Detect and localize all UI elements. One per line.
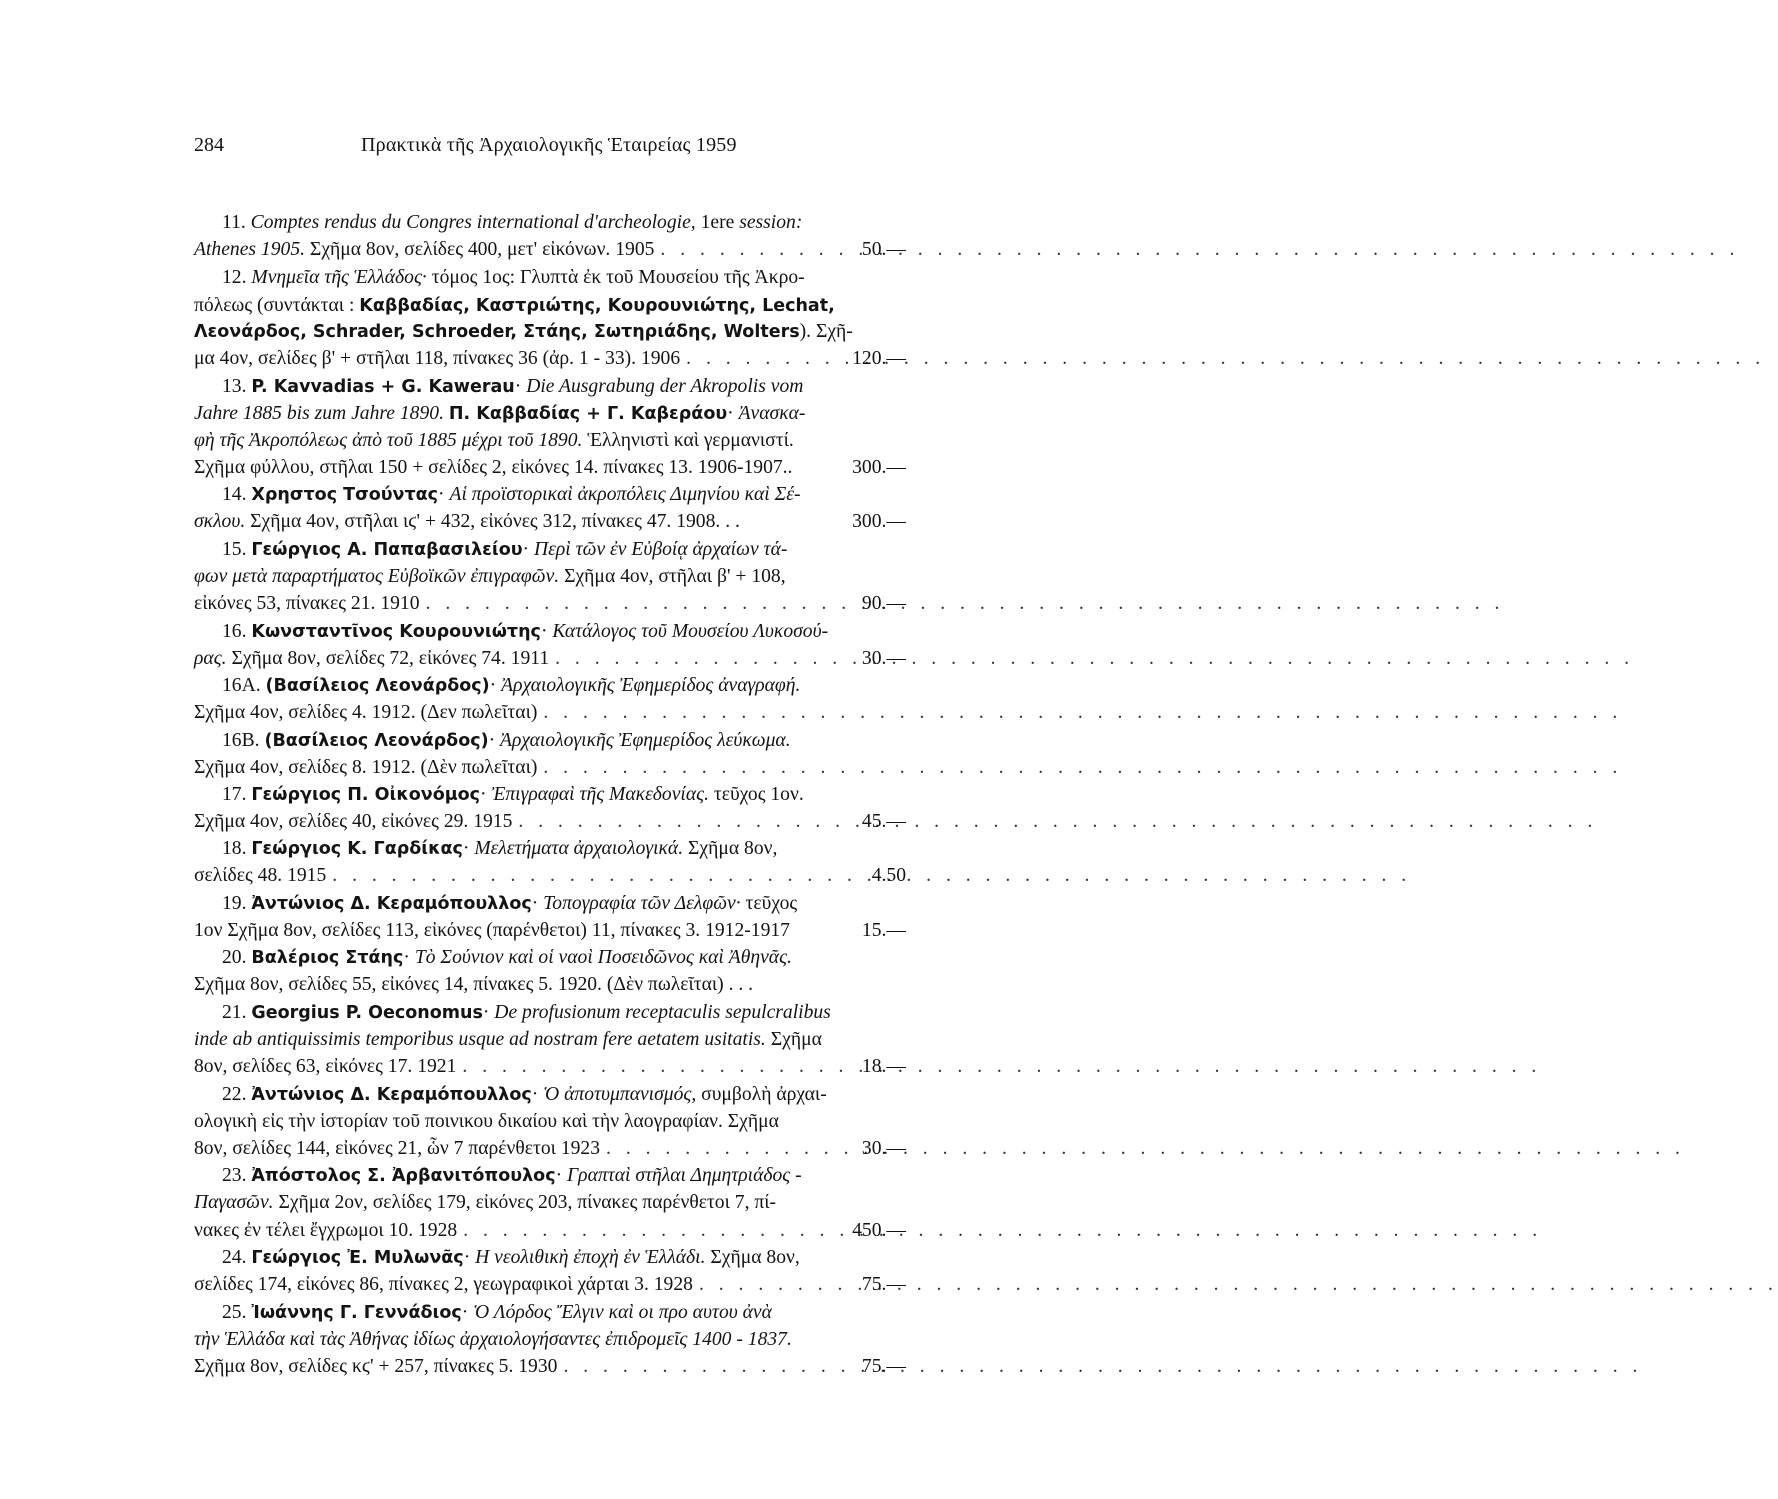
line-segment: ·: [489, 675, 502, 696]
title-text: Παγασῶν.: [194, 1192, 274, 1213]
line-segment: 24.: [222, 1247, 252, 1268]
list-line: [194, 1189, 846, 1216]
line-segment: Σχῆμα 8ον, σελίδες 55, εἰκόνες 14, πίνακες 5. 1920. (Δὲν πωλεῖται) . . .: [194, 974, 754, 995]
dot-leader: [549, 645, 1634, 672]
author-name: Γεώργιος Κ. Γαρδίκας: [251, 839, 463, 859]
price: 90.—: [861, 593, 906, 614]
line-segment: Σχῆμα: [765, 1029, 822, 1050]
list-line: [194, 862, 846, 889]
price: 300.—: [852, 511, 906, 532]
line-segment: τεῦχος: [740, 893, 798, 914]
author-name: Ἀντώνιος Δ. Κεραμόπουλλος: [251, 1085, 532, 1105]
title-text: Μελετήματα ἀρχαιολογικά.: [474, 838, 684, 859]
list-line: [194, 835, 846, 862]
title-text: inde ab antiquissimis temporibus usque ad nostram fere aetatem usitatis.: [194, 1029, 766, 1050]
line-text: [194, 590, 420, 617]
price: 30.—: [861, 1138, 906, 1159]
line-segment: Σχῆμα 8ον, σελίδες 400, μετ' εἰκόνων. 1905: [305, 239, 655, 260]
line-segment: Σχῆμα 4ον, στῆλαι β' + 108,: [559, 566, 786, 587]
list-line: [194, 917, 846, 944]
price: 4.50: [871, 865, 906, 886]
author-name: Ἰωάννης Γ. Γεννάδιος: [251, 1303, 462, 1323]
list-line: [194, 292, 846, 319]
title-text: Ἐπιγραφαὶ τῆς Μακεδονίας.: [491, 784, 709, 805]
author-name: Γεώργιος Ἐ. Μυλωνᾶς: [251, 1248, 464, 1268]
list-line: [194, 1271, 846, 1298]
price: 75.—: [861, 1356, 906, 1377]
line-segment: 25.: [222, 1302, 252, 1323]
title-text: Γραπταὶ στῆλαι Δημητριάδος -: [567, 1165, 802, 1186]
list-line: [194, 754, 846, 781]
title-text: Athenes 1905.: [194, 239, 306, 260]
title-text: Περὶ τῶν ἐν Εὐβοίᾳ ἀρχαίων τά-: [533, 539, 788, 560]
line-segment: 11.: [222, 212, 251, 233]
price: 120.—: [852, 348, 906, 369]
dot-leader: [420, 590, 1505, 617]
line-segment: ·: [463, 1247, 476, 1268]
title-text: φων μετὰ παραρτήματος Εὐβοϊκῶν ἐπιγραφῶν.: [194, 566, 560, 587]
title-text: De profusionum receptaculis sepulcralibus: [494, 1002, 831, 1023]
list-line: [194, 1353, 846, 1380]
title-text: ρας.: [194, 648, 227, 669]
line-segment: 14.: [222, 484, 252, 505]
dot-leader: [457, 1217, 1542, 1244]
line-segment: πόλεως (συντάκται :: [194, 295, 360, 316]
line-segment: ολογικὴ εἰς τὴν ἱστορίαν τοῦ ποινικου δικαίου καὶ τὴν λαογραφίαν. Σχῆμα: [194, 1111, 779, 1132]
list-line: [194, 645, 846, 672]
dot-leader: [600, 1135, 1685, 1162]
line-segment: ·: [488, 730, 501, 751]
title-text: Ὁ ἀποτυμπανισμός,: [543, 1084, 697, 1105]
line-text: [194, 699, 537, 726]
line-segment: ·: [438, 484, 450, 505]
list-line: [194, 971, 846, 998]
line-segment: ·: [531, 1084, 544, 1105]
list-line: [194, 563, 846, 590]
list-line: [194, 590, 846, 617]
title-text: Comptes rendus du Congres international d'archeologie,: [250, 212, 701, 233]
line-segment: ·: [480, 784, 492, 805]
line-segment: Σχῆμα 8ον, σελίδες 72, εἰκόνες 74. 1911: [226, 648, 550, 669]
author-name: Κωνσταντῖνος Κουρουνιώτης: [251, 622, 541, 642]
title-text: Ἀρχαιολογικῆς Ἐφημερίδος λεύκωμα.: [500, 730, 791, 751]
line-segment: Ἑλληνιστὶ καὶ γερμανιστί.: [582, 430, 794, 451]
title-text: Μνημεῖα τῆς Ἑλλάδος·: [251, 267, 427, 288]
line-text: [194, 754, 537, 781]
line-segment: Σχῆμα φύλλου, στῆλαι 150 + σελίδες 2, εἰκόνες 14. πίνακες 13. 1906-1907..: [194, 457, 793, 478]
list-line: [194, 264, 846, 291]
price: 45.—: [861, 811, 906, 832]
list-line: [194, 781, 846, 808]
line-segment: συμβολὴ ἀρχαι-: [696, 1084, 827, 1105]
line-segment: Σχῆμα 2ον, σελίδες 179, εἰκόνες 203, πίνακες παρένθετοι 7, πί-: [273, 1192, 777, 1213]
line-segment: ·: [403, 947, 415, 968]
line-segment: 22.: [222, 1084, 252, 1105]
line-text: [194, 1353, 557, 1380]
line-text: [194, 345, 680, 372]
line-segment: 19.: [222, 893, 252, 914]
title-text: Κατάλογος τοῦ Μουσείου Λυκοσού-: [552, 621, 829, 642]
author-name: (Βασίλειος Λεονάρδος): [264, 731, 489, 751]
line-segment: 13.: [222, 376, 252, 397]
list-line: [194, 890, 846, 917]
line-segment: ·: [514, 376, 527, 397]
line-segment: ·: [462, 838, 475, 859]
list-line: [194, 944, 846, 971]
line-segment: ·: [461, 1302, 474, 1323]
line-segment: 16Α.: [222, 675, 266, 696]
title-text: Ἀρχαιολογικῆς Ἐφημερίδος ἀναγραφή.: [501, 675, 801, 696]
line-text: [194, 1217, 457, 1244]
line-segment: 17.: [222, 784, 252, 805]
list-line: [194, 400, 846, 427]
title-text: Die Ausgrabung der Akropolis vom: [526, 376, 804, 397]
line-segment: σελίδες 48. 1915: [194, 865, 327, 886]
list-line: [194, 508, 846, 535]
title-text: Τὸ Σούνιον καὶ οἱ ναοὶ Ποσειδῶνος καὶ Ἀθηνᾶς.: [414, 947, 792, 968]
list-line: [194, 1053, 846, 1080]
line-segment: ·: [727, 403, 739, 424]
line-segment: ·: [540, 621, 553, 642]
list-line: [194, 427, 846, 454]
list-line: [194, 808, 846, 835]
author-name: Georgius P. Oeconomus: [251, 1003, 483, 1023]
author-name: (Βασίλειος Λεονάρδος): [265, 676, 490, 696]
author-name: Λεονάρδος, Schrader, Schroeder, Στάης, Σωτηριάδης, Wolters: [194, 322, 800, 342]
author-name: Βαλέριος Στάης: [251, 948, 404, 968]
title-text: Ὁ Λόρδος Ἔλγιν καὶ οι προ αυτου ἀνὰ: [473, 1302, 772, 1323]
line-segment: Σχῆμα 8ον,: [683, 838, 778, 859]
list-line: [194, 1162, 846, 1189]
line-segment: 8ον, σελίδες 144, εἰκόνες 21, ὧν 7 παρένθετοι 1923: [194, 1138, 601, 1159]
line-segment: μα 4ον, σελίδες β' + στῆλαι 118, πίνακες 36 (ἀρ. 1 - 33). 1906: [194, 348, 681, 369]
line-text: [194, 645, 549, 672]
line-segment: 15.: [222, 539, 252, 560]
line-segment: 16.: [222, 621, 252, 642]
line-segment: Σχῆμα 4ον, σελίδες 8. 1912. (Δὲν πωλεῖται): [194, 757, 538, 778]
title-text: session:: [739, 212, 803, 233]
line-text: [194, 1053, 456, 1080]
line-segment: τόμος 1ος: Γλυπτὰ ἐκ τοῦ Μουσείου τῆς Ἀκρο-: [426, 267, 805, 288]
list-line: [194, 672, 846, 699]
line-segment: Σχῆμα 4ον, σελίδες 4. 1912. (Δεν πωλεῖται): [194, 702, 538, 723]
title-text: σκλου.: [194, 511, 246, 532]
title-text: Jahre 1885 bis zum Jahre 1890.: [194, 403, 444, 424]
author-name: Ἀντώνιος Δ. Κεραμόπουλλος: [251, 894, 532, 914]
list-line: [194, 1026, 846, 1053]
author-name: Ἀπόστολος Σ. Ἀρβανιτόπουλος: [251, 1166, 556, 1186]
line-text: [194, 1135, 600, 1162]
line-text: [194, 808, 512, 835]
line-text: [194, 862, 326, 889]
line-segment: 12.: [222, 267, 252, 288]
list-line: [194, 999, 846, 1026]
line-segment: 23.: [222, 1165, 252, 1186]
price: 300.—: [852, 457, 906, 478]
list-line: [194, 1135, 846, 1162]
price: 450.—: [852, 1220, 906, 1241]
price: 50.—: [861, 239, 906, 260]
price: 30.—: [861, 648, 906, 669]
title-text: φὴ τῆς Ἀκροπόλεως ἀπὸ τοῦ 1885 μέχρι τοῦ 1890.: [194, 430, 583, 451]
dot-leader: [512, 808, 1597, 835]
dot-leader: [537, 754, 1622, 781]
list-line: [194, 454, 846, 481]
line-segment: ·: [522, 539, 534, 560]
list-line: [194, 536, 846, 563]
line-segment: Σχῆμα 8ον, σελίδες κϛ' + 257, πίνακες 5. 1930: [194, 1356, 558, 1377]
list-line: [194, 1244, 846, 1271]
page-header: [194, 134, 854, 164]
line-segment: ·: [482, 1002, 495, 1023]
title-text: Αἱ προϊστορικαὶ ἀκροπόλεις Διμηνίου καὶ Σέ-: [449, 484, 801, 505]
author-name: Χρηστος Τσούντας: [251, 485, 439, 505]
line-segment: νακες ἐν τέλει ἔγχρωμοι 10. 1928: [194, 1220, 458, 1241]
line-segment: τεῦχος 1ον.: [708, 784, 804, 805]
line-segment: Σχῆμα 8ον,: [705, 1247, 800, 1268]
line-segment: 16Β.: [222, 730, 265, 751]
title-text: Τοπογραφία τῶν Δελφῶν·: [543, 893, 741, 914]
line-segment: 18.: [222, 838, 252, 859]
line-segment: 1ere: [700, 212, 740, 233]
list-line: [194, 727, 846, 754]
author-name: P. Kavvadias + G. Kawerau: [251, 377, 515, 397]
author-name: Γεώργιος Π. Οἰκονόμος: [251, 785, 481, 805]
title-text: Η νεολιθικὴ ἐποχὴ ἐν Ἑλλάδι.: [475, 1247, 706, 1268]
dot-leader: [537, 699, 1622, 726]
dot-leader: [557, 1353, 1642, 1380]
list-line: [194, 236, 846, 263]
price: 15.—: [861, 920, 906, 941]
author-name: Π. Καββαδίας + Γ. Καβεράου: [448, 404, 728, 424]
line-segment: εἰκόνες 53, πίνακες 21. 1910: [194, 593, 420, 614]
list-line: [194, 1217, 846, 1244]
list-line: [194, 699, 846, 726]
dot-leader: [456, 1053, 1541, 1080]
list-line: [194, 373, 846, 400]
list-line: [194, 618, 846, 645]
dot-leader: [680, 345, 1765, 372]
line-text: [194, 1271, 693, 1298]
list-line: [194, 345, 846, 372]
list-line: [194, 1299, 846, 1326]
line-segment: Σχῆμα 4ον, στῆλαι ιϛ' + 432, εἰκόνες 312, πίνακες 47. 1908. . .: [245, 511, 740, 532]
title-text: τὴν Ἑλλάδα καὶ τὰς Ἀθήνας ἰδίως ἀρχαιολογήσαντες ἐπιδρομεῖς 1400 - 1837.: [194, 1329, 792, 1350]
running-title: Πρακτικὰ τῆς Ἀρχαιολογικῆς Ἑταιρείας 1959: [361, 134, 737, 156]
line-segment: ·: [555, 1165, 568, 1186]
list-line: [194, 481, 846, 508]
line-segment: ·: [531, 893, 544, 914]
page-number: 284: [194, 134, 224, 156]
price: 18.—: [861, 1056, 906, 1077]
author-name: Καββαδίας, Καστριώτης, Κουρουνιώτης, Lechat,: [359, 296, 835, 316]
line-segment: Σχῆμα 4ον, σελίδες 40, εἰκόνες 29. 1915: [194, 811, 513, 832]
line-segment: 21.: [222, 1002, 252, 1023]
list-line: [194, 1326, 846, 1353]
list-line: [194, 209, 846, 236]
list-line: [194, 1081, 846, 1108]
price: 75.—: [861, 1274, 906, 1295]
line-segment: 20.: [222, 947, 252, 968]
line-segment: ). Σχῆ-: [799, 321, 853, 342]
line-segment: 8ον, σελίδες 63, εἰκόνες 17. 1921: [194, 1056, 457, 1077]
author-name: Γεώργιος Α. Παπαβασιλείου: [251, 540, 523, 560]
list-line: [194, 318, 853, 345]
list-line: [194, 1108, 846, 1135]
dot-leader: [654, 236, 1739, 263]
line-text: [194, 236, 654, 263]
line-segment: 1ον Σχῆμα 8ον, σελίδες 113, εἰκόνες (παρένθετοι) 11, πίνακες 3. 1912-1917: [194, 920, 790, 941]
line-segment: σελίδες 174, εἰκόνες 86, πίνακες 2, γεωγραφικοὶ χάρται 3. 1928: [194, 1274, 693, 1295]
title-text: Ἀνασκα-: [738, 403, 806, 424]
